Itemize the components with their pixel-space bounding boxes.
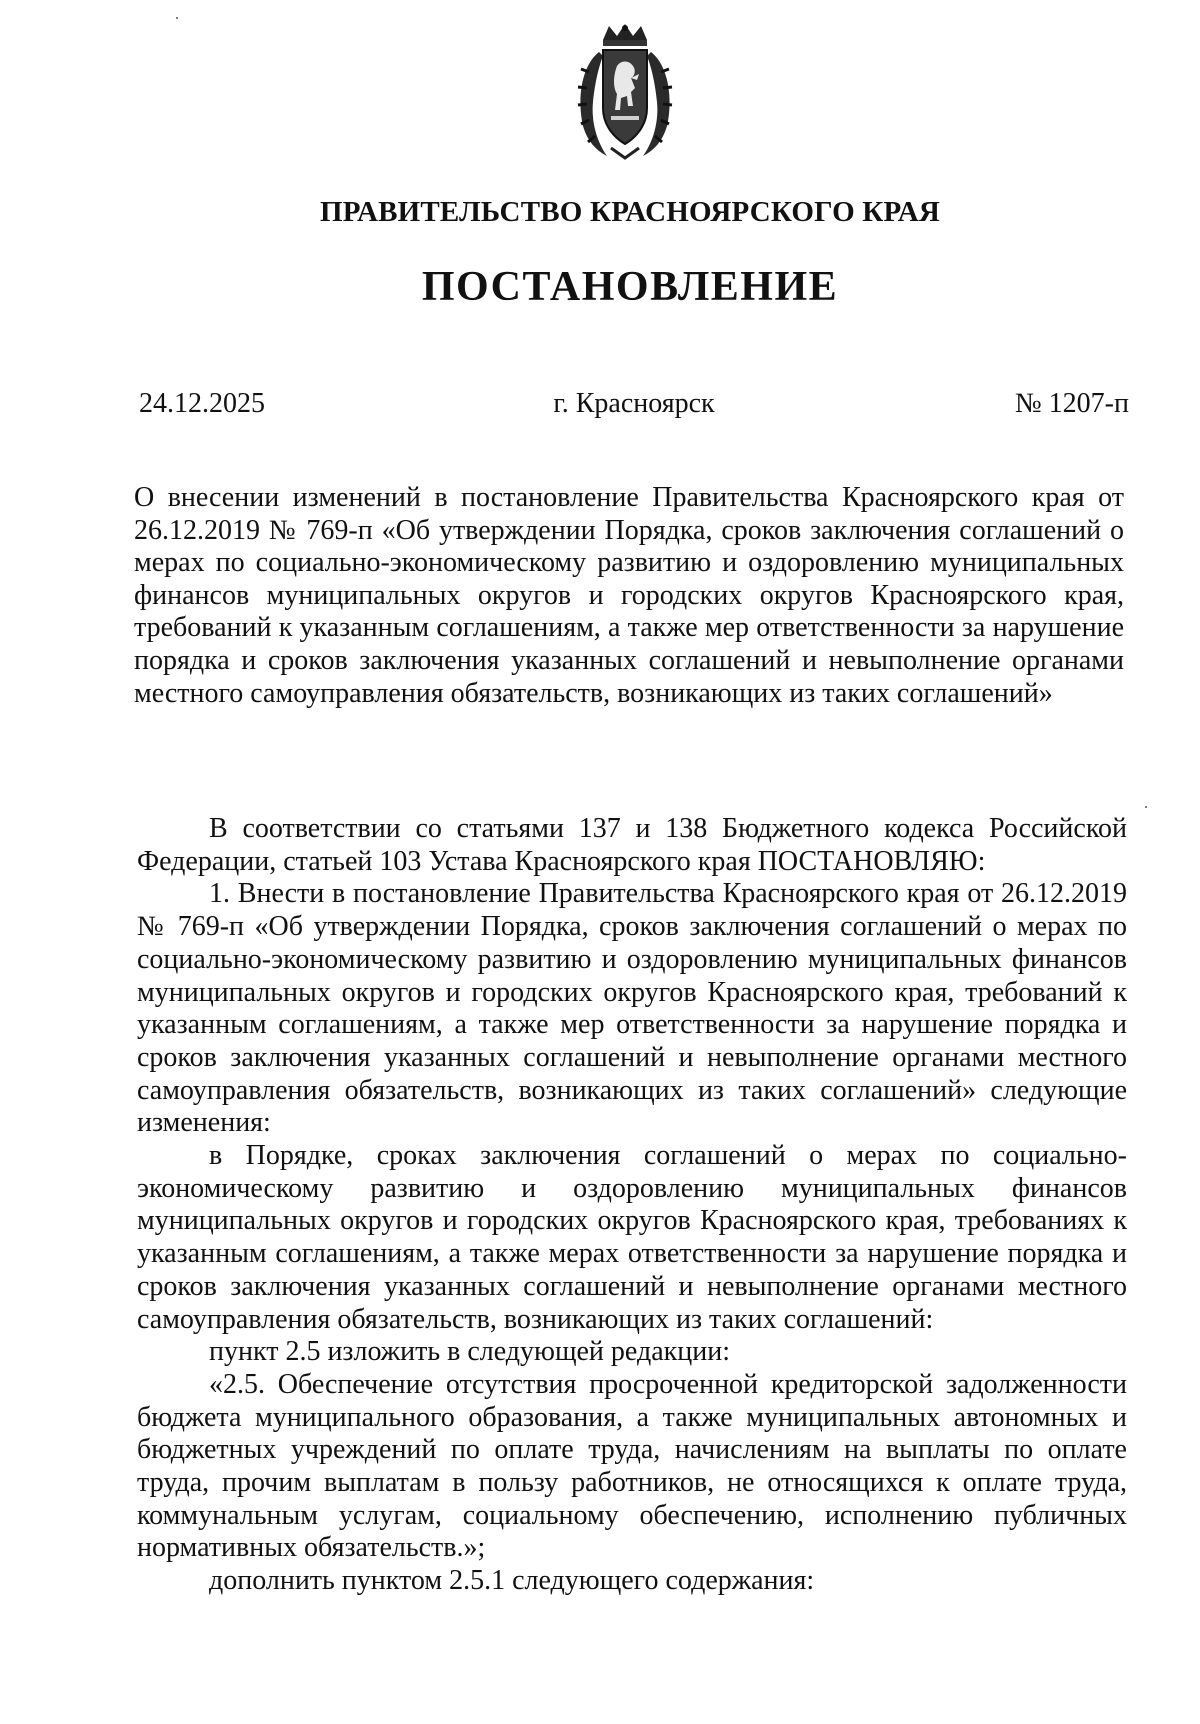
body-paragraph-procedure: в Порядке, сроках заключения соглашений о мерах по социально-экономическому развитию и оздоровлению муниципальных финансов муниципальных округов и городских округов Красноярского края, требованиях к указанным соглашениям, а также мерах ответственности за нарушение порядка и сроков заключения указанных соглашений и невыполнение органами местного самоуправления обязательств, возникающих из таких соглашений: xyxy=(137,1140,1127,1335)
body-paragraph-clause-2-5-intro: пункт 2.5 изложить в следующей редакции: xyxy=(209,1336,730,1368)
coat-of-arms-icon xyxy=(573,22,677,162)
document-meta-row xyxy=(139,388,1129,428)
scan-speck xyxy=(176,17,178,19)
scan-speck xyxy=(1145,806,1147,808)
document-subject-title: О внесении изменений в постановление Правительства Красноярского края от 26.12.2019 № 769-п «Об утверждении Порядка, сроков заключения соглашений о мерах по социально-экономическому развитию и оздоровлению муниципальных финансов муниципальных округов и городских округов Красноярского края, требований к указанным соглашениям, а также мер ответственности за нарушение порядка и сроков заключения указанных соглашений и невыполнение органами местного самоуправления обязательств, возникающих из таких соглашений» xyxy=(134,482,1124,709)
body-paragraph-clause-2-5-text: «2.5. Обеспечение отсутствия просроченной кредиторской задолженности бюджета муниципального образования, а также муниципальных автономных и бюджетных учреждений по оплате труда, начислениям на выплаты по оплате труда, прочим выплатам в пользу работников, не относящихся к оплате труда, коммунальным услугам, социальному обеспечению, исполнению публичных нормативных обязательств.»; xyxy=(137,1368,1127,1564)
document-type-heading: ПОСТАНОВЛЕНИЕ xyxy=(421,264,839,310)
document-date: 24.12.2025 xyxy=(139,388,265,419)
body-paragraph-item-1: 1. Внести в постановление Правительства Красноярского края от 26.12.2019 № 769-п «Об утверждении Порядка, сроков заключения соглашений о мерах по социально-экономическому развитию и оздоровлению муниципальных финансов муниципальных округов и городских округов Красноярского края, требований к указанным соглашениям, а также мер ответственности за нарушение порядка и сроков заключения указанных соглашений и невыполнение органами местного самоуправления обязательств, возникающих из таких соглашений» следующие изменения: xyxy=(137,878,1127,1139)
government-title: ПРАВИТЕЛЬСТВО КРАСНОЯРСКОГО КРАЯ xyxy=(319,196,941,228)
document-city: г. Красноярск xyxy=(553,388,715,419)
document-body xyxy=(137,813,1127,1598)
document-number: № 1207-п xyxy=(1014,388,1129,419)
body-paragraph-clause-2-5-1-intro: дополнить пунктом 2.5.1 следующего содержания: xyxy=(209,1565,815,1597)
body-paragraph-preamble: В соответствии со статьями 137 и 138 Бюджетного кодекса Российской Федерации, статьей 103 Устава Красноярского края ПОСТАНОВЛЯЮ: xyxy=(137,813,1127,877)
